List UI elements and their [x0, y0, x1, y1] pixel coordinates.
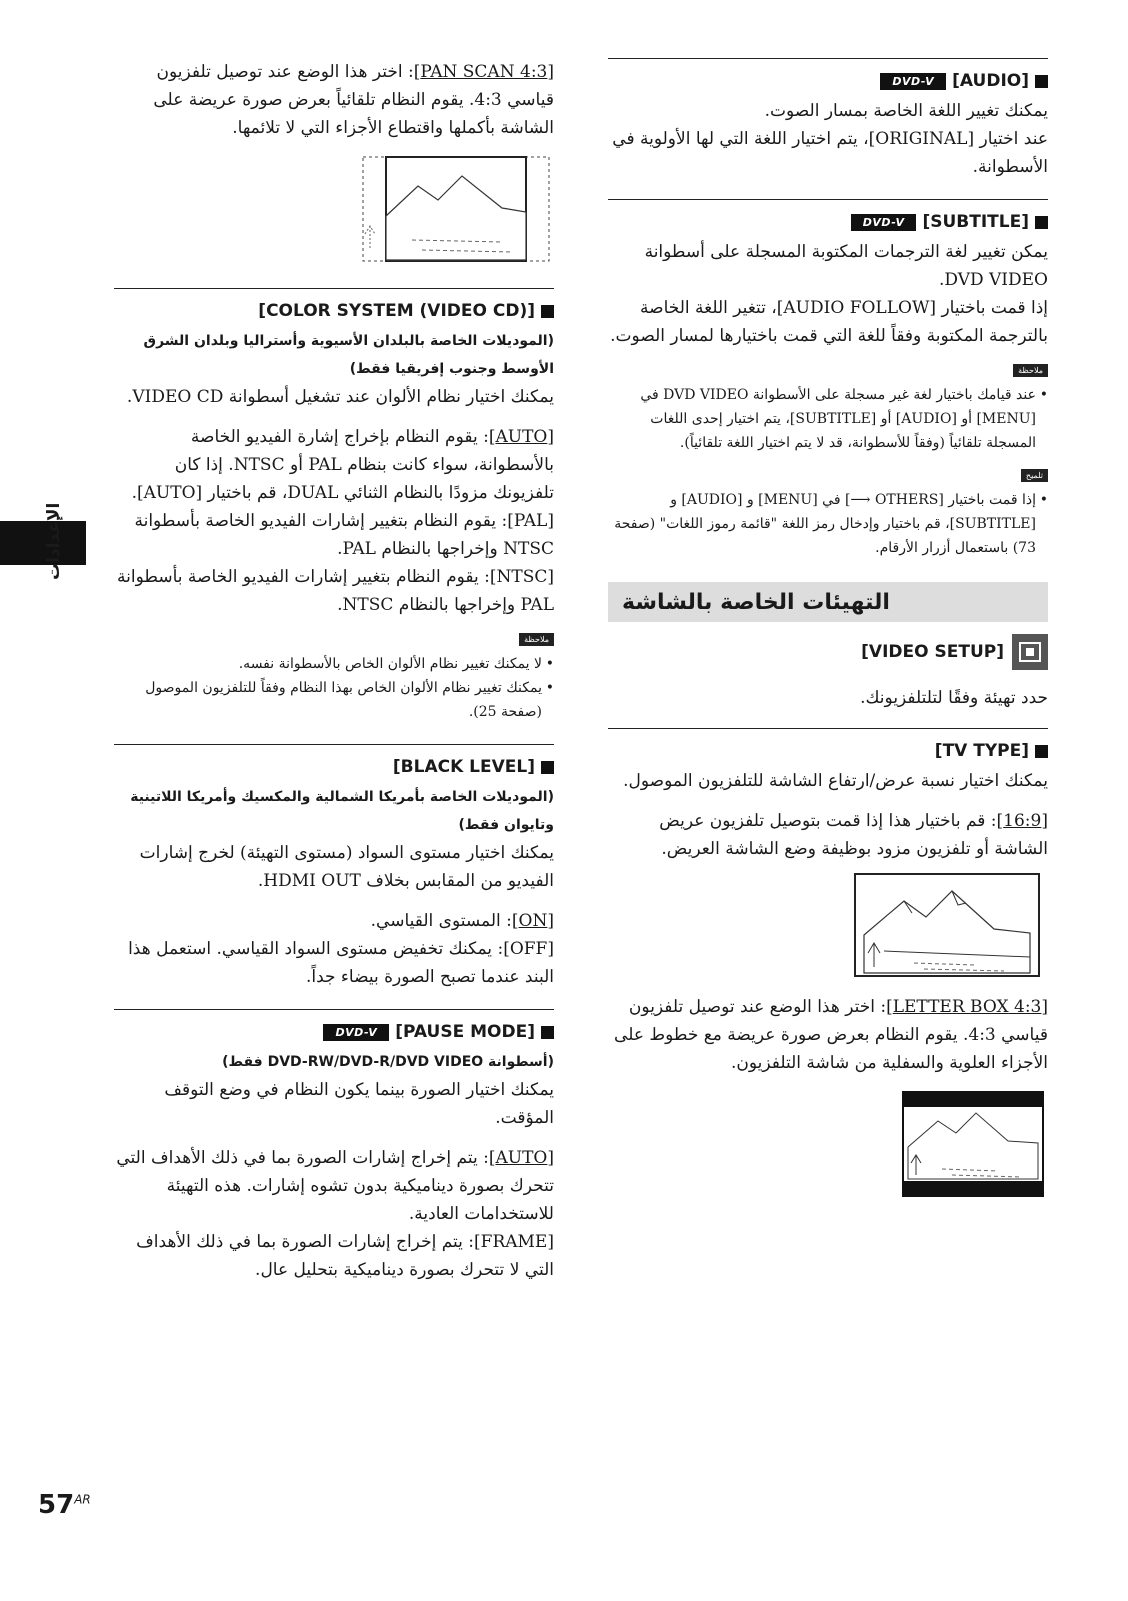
option-text: : يقوم النظام بتغيير إشارات الفيديو الخاصة بأسطوانة NTSC وإخراجها بالنظام PAL.: [134, 511, 554, 559]
letterbox-illustration: [608, 1091, 1044, 1197]
side-tab-marker: [0, 521, 86, 565]
option-text: : اختر هذا الوضع عند توصيل تلفزيون قياسي 4:3. يقوم النظام بعرض صورة عريضة مع خطوط على الأجزاء العلوية والسفلية من شاشة التلفزيون.: [614, 997, 1048, 1073]
video-setup-heading: [608, 634, 1048, 670]
subtitle-text-2: إذا قمت باختيار [AUDIO FOLLOW]، تتغير اللغة الخاصة بالترجمة المكتوبة وفقاً للغة التي قمت باختيارها لمسار الصوت.: [610, 298, 1048, 346]
subtitle-heading: [608, 212, 1048, 232]
hint-tag: تلميح: [1021, 469, 1048, 482]
audio-heading: [608, 71, 1048, 91]
option-text: : يتم إخراج إشارات الصورة بما في ذلك الأهداف التي لا تتحرك بصورة ديناميكية بتحليل عال.: [136, 1232, 554, 1280]
hint-bullet: • إذا قمت باختيار [OTHERS ⟶] في [MENU] و [AUDIO] و [SUBTITLE]، قم باختيار وإدخال رمز اللغة "قائمة رموز اللغات" (صفحة 73) باستعمال أزرار الأرقام.: [608, 488, 1048, 560]
tvtype-text-1: يمكنك اختيار نسبة عرض/ارتفاع الشاشة للتلفزيون الموصول.: [623, 771, 1048, 791]
on-option: [114, 907, 554, 935]
letterbox-option: [608, 993, 1048, 1077]
option-label: [OFF]: [503, 939, 554, 959]
square-bullet-icon: [1035, 745, 1048, 758]
color-title: [COLOR SYSTEM (VIDEO CD)]: [258, 301, 535, 321]
square-bullet-icon: [541, 1026, 554, 1039]
divider: [608, 58, 1048, 59]
color-models: (الموديلات الخاصة بالبلدان الأسيوية وأستراليا وبلدان الشرق الأوسط وجنوب إفريقيا فقط): [143, 333, 554, 377]
pause-text-1: يمكنك اختيار الصورة بينما يكون النظام في وضع التوقف المؤقت.: [164, 1080, 554, 1128]
tvtype-title: [TV TYPE]: [934, 741, 1029, 761]
option-text: : يقوم النظام بإخراج إشارة الفيديو الخاصة بالأسطوانة، سواء كانت بنظام PAL أو NTSC. إذا كان تلفزيونك مزودًا بالنظام الثنائي DUAL، قم باختيار [AUTO].: [131, 427, 554, 503]
option-label: [PAL]: [507, 511, 554, 531]
note-bullet: • يمكنك تغيير نظام الألوان الخاص بهذا النظام وفقاً للتلفزيون الموصول (صفحة 25).: [114, 676, 554, 724]
wide-screen-illustration: [608, 873, 1040, 977]
option-label: [AUTO]: [488, 427, 554, 447]
pause-heading: [114, 1022, 554, 1042]
black-models: (الموديلات الخاصة بأمريكا الشمالية والمكسيك وأمريكا اللاتينية وتايوان فقط): [130, 789, 554, 833]
note-tag: ملاحظة: [1013, 364, 1048, 377]
square-bullet-icon: [1035, 216, 1048, 229]
subtitle-text-1: يمكن تغيير لغة الترجمات المكتوبة المسجلة على أسطوانة DVD VIDEO.: [644, 242, 1048, 290]
section-heading: التهيئات الخاصة بالشاشة: [608, 582, 1048, 622]
pause-title: [PAUSE MODE]: [395, 1022, 535, 1042]
option-label: [AUTO]: [488, 1148, 554, 1168]
audio-text-2: عند اختيار [ORIGINAL]، يتم اختيار اللغة التي لها الأولوية في الأسطوانة.: [612, 129, 1048, 177]
dvd-v-badge: DVD-V: [851, 214, 917, 231]
square-bullet-icon: [541, 305, 554, 318]
dvd-v-badge: DVD-V: [880, 73, 946, 90]
divider: [114, 1009, 554, 1010]
tvtype-heading: [608, 741, 1048, 761]
frame-option: [114, 1228, 554, 1284]
square-bullet-icon: [1035, 75, 1048, 88]
option-text: : المستوى القياسي.: [370, 911, 512, 931]
subtitle-title: [SUBTITLE]: [922, 212, 1029, 232]
option-label: [16:9]: [996, 811, 1048, 831]
option-text: : اختر هذا الوضع عند توصيل تلفزيون قياسي 4:3. يقوم النظام تلقائياً بعرض صورة عريضة على الشاشة بأكملها واقتطاع الأجزاء التي لا تلائمها.: [153, 62, 554, 138]
auto-option: [114, 423, 554, 507]
color-heading: [114, 301, 554, 321]
black-heading: [114, 757, 554, 777]
left-column: [114, 58, 554, 1284]
note-tag: ملاحظة: [519, 633, 554, 646]
divider: [114, 744, 554, 745]
tvtype-169: [608, 807, 1048, 863]
black-title: [BLACK LEVEL]: [392, 757, 535, 777]
pal-option: [114, 507, 554, 563]
pause-auto-option: [114, 1144, 554, 1228]
video-setup-text: حدد تهيئة وفقًا لتلتلفزيونك.: [860, 688, 1048, 708]
divider: [114, 288, 554, 289]
option-text: : قم باختيار هذا إذا قمت بتوصيل تلفزيون عريض الشاشة أو تلفزيون مزود بوظيفة وضع الشاشة العريض.: [659, 811, 1048, 859]
video-setup-title: [VIDEO SETUP]: [861, 642, 1004, 662]
black-text-1: يمكنك اختيار مستوى السواد (مستوى التهيئة) لخرج إشارات الفيديو من المقابس بخلاف HDMI OUT.: [139, 843, 554, 891]
audio-title: [AUDIO]: [952, 71, 1029, 91]
color-text-1: يمكنك اختيار نظام الألوان عند تشغيل أسطوانة VIDEO CD.: [126, 387, 554, 407]
video-setup-icon: [1012, 634, 1048, 670]
option-label: [4:3 LETTER BOX]: [886, 997, 1048, 1017]
audio-text-1: يمكنك تغيير اللغة الخاصة بمسار الصوت.: [764, 101, 1048, 121]
option-text: : يمكنك تخفيض مستوى السواد القياسي. استعمل هذا البند عندما تصبح الصورة بيضاء جداً.: [128, 939, 554, 987]
page-suffix: AR: [74, 1492, 91, 1507]
panscan-illustration: [114, 156, 554, 262]
option-label: [NTSC]: [489, 567, 554, 587]
dvd-v-badge: DVD-V: [323, 1024, 389, 1041]
off-option: [114, 935, 554, 991]
right-column: [608, 58, 1048, 1197]
note-bullet: • لا يمكنك تغيير نظام الألوان الخاص بالأسطوانة نفسه.: [114, 652, 554, 676]
square-bullet-icon: [541, 761, 554, 774]
pause-models: (أسطوانة DVD-RW/DVD-R/DVD VIDEO فقط): [222, 1054, 554, 1070]
ntsc-option: [114, 563, 554, 619]
option-label: [ON]: [511, 911, 554, 931]
option-label: [4:3 PAN SCAN]: [413, 62, 554, 82]
option-text: : يتم إخراج إشارات الصورة بما في ذلك الأهداف التي تتحرك بصورة ديناميكية بدون تشوه إشارات. هذه التهيئة للاستخدامات العادية.: [116, 1148, 554, 1224]
option-text: : يقوم النظام بتغيير إشارات الفيديو الخاصة بأسطوانة PAL وإخراجها بالنظام NTSC.: [117, 567, 554, 615]
page-number-value: 57: [38, 1490, 75, 1520]
panscan-option: [114, 58, 554, 142]
note-bullet: • عند قيامك باختيار لغة غير مسجلة على الأسطوانة DVD VIDEO في [MENU] أو [AUDIO] أو [SUBTITLE]، يتم اختيار إحدى اللغات المسجلة تلقائياً (وفقاً للأسطوانة، قد لا يتم اختيار اللغة تلقائياً).: [608, 383, 1048, 455]
divider: [608, 199, 1048, 200]
page-number: [38, 1490, 91, 1520]
divider: [608, 728, 1048, 729]
side-label: الإعدادات: [44, 502, 64, 580]
option-label: [FRAME]: [474, 1232, 554, 1252]
